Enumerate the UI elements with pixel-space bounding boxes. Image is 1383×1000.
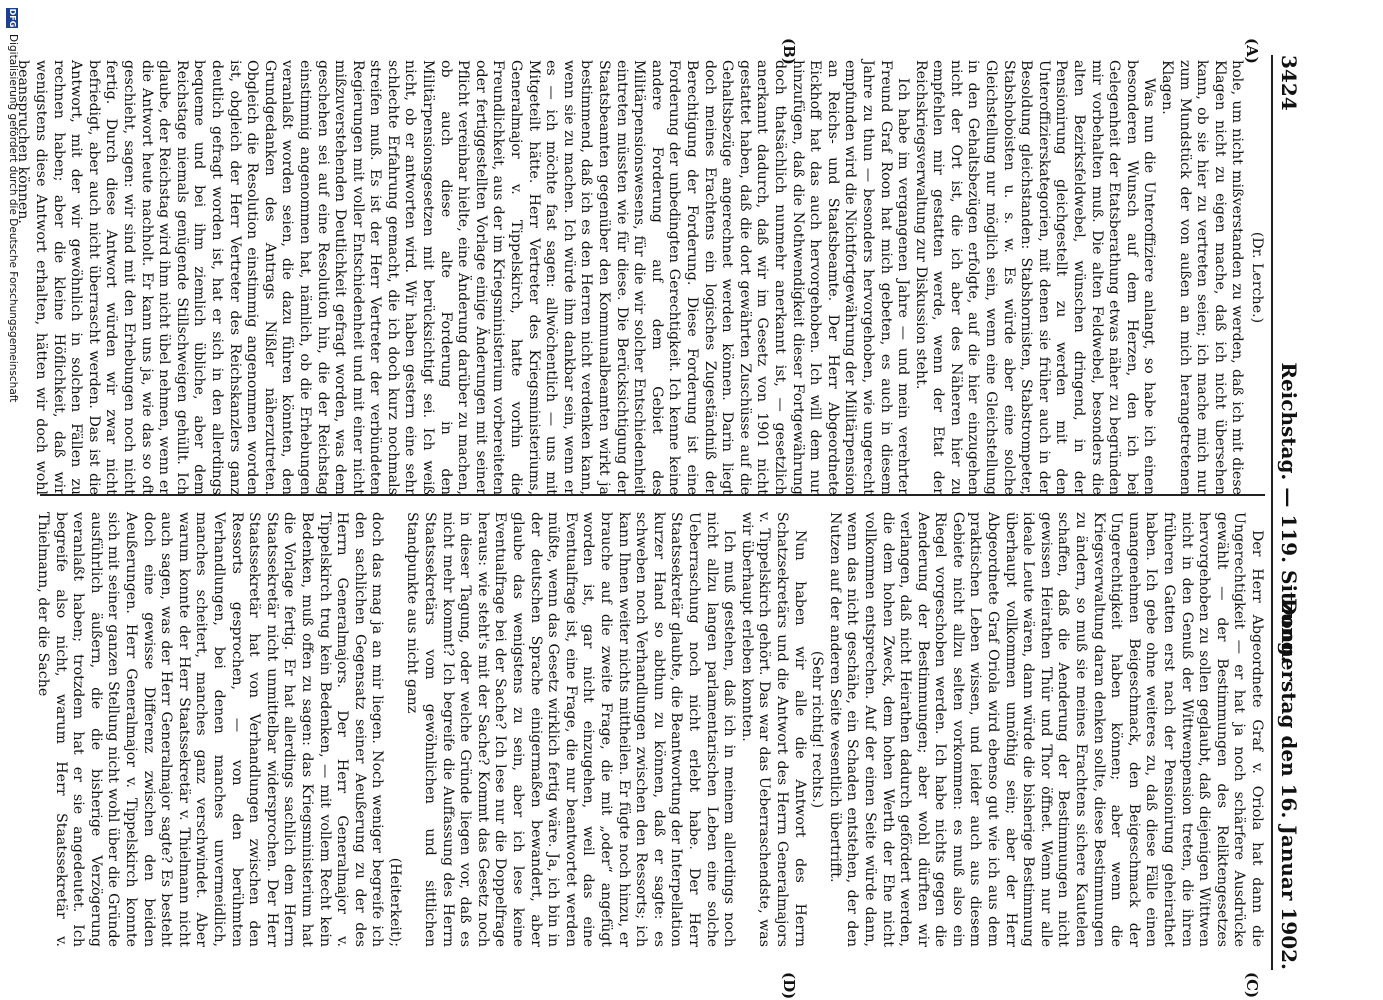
right-column: [18, 512, 1265, 947]
paragraph: hole, um nicht mißverstanden zu werden, daß ich mit diese Klagen nicht zu eigen mache, daß ich nicht übersehen kann, ob sie hier zu vertreten seien; ich mache mich nur zum Mundstück der von außen an mich herangetretenen Klagen.: [1159, 60, 1246, 495]
applause-note: (Sehr richtig! rechts.): [809, 650, 826, 809]
left-column: [15, 60, 1265, 496]
column-divider: [40, 494, 1265, 496]
speaker-name: (Dr. Lerche.): [1249, 231, 1265, 324]
paragraph: Ich habe im vergangenen Jahre — und mein verehrter Freund Graf Roon hat mich gebeten, es auch in diesem Jahre zu thun — besonders hervorgehoben, wie ungerecht empfunden wird die Nichtfortgewährung der Militärpension an Reichs- und Staatsbeamte. Der Herr Abgeordnete Eickhoff hat das auch hervorgehoben. Ich will dem nur hinzufügen, daß die Nothwendigkeit dieser Fortgewährung doch thatsächlich nunmehr anerkannt ist, — gesetzlich anerkannt dadurch, daß wir im Gesetz von 1901 nicht gestattet haben, daß die dort gewährten Zuschüsse auf die Gehaltsbezüge angerechnet werden können. Darin liegt doch meines Erachtens ein logisches Zugeständniß der Berechtigung der Forderung. Diese Forderung ist eine Forderung der unbedingten Gerechtigkeit. Ich kenne keine andere Forderung auf dem Gebiet des Militärpensionswesens, für die wir solcher Entschiedenheit eintreten müssten wie für diese. Die Berücksichtigung der Staatsbeamten gegenüber den Kommunalbeamten wirkt ja bestimmend, daß ich es den Herren nicht verdenken kann, wenn sie zu machen. Ich würde ihm dankbar sein, wenn er es — ich möchte fast sagen: allwöchentlich — uns mit Mitgeteilt hätte. Herr Vertreter des Kriegsministeriums, Generalmajor v. Tippelskirch, hatte vorhin die Freundlichkeit, aus der im Kriegsministerium vorbereiteten oder fertiggestellten Vorlage einige Änderungen mit seiner Pflicht vereinbar hielte, eine Änderung darüber zu machen, ob auch diese alte Forderung in den Militärpensionsgesetzen mit berücksichtigt sei. Ich weiß nicht, ob er antworten wird. Wir haben gestern eine sehr schlechte Erfahrung gemacht, die ich doch kurz nochmals streifen muß. Es ist der Herr Vertreter der verbündeten Regierungen mit voller Entschiedenheit und mit einer nicht mißzuverstehenden Deutlichkeit gefragt worden, was dem geschehen sei auf eine Resolution hin, die der Reichstag einstimmig angenommen hat, nämlich, ob die Erhebungen veranlaßt worden seien, die dazu führen könnten, den Grundgedanken des Antrags Nißler näherzutreten. Obgleich die Resolution einstimmig angenommen worden ist, obgleich der Herr Vertreter des Reichskanzlers ganz deutlich gefragt worden ist, hat er sich in den allerdings bequeme und bei ihm ziemlich übliche, aber dem Reichstage niemals genügende Stillschweigen gehüllt. Ich glaube, der Reichstag wird ihm nicht übel nehmen, wenn er die Antwort heute nachholt. Er kann uns ja, wie das so oft geschieht, sagen: wir sind mit den Erhebungen noch nicht fertig. Durch diese Antwort würden wir zwar nicht befriedigt, aber auch nicht überrascht werden. Das ist die Antwort, mit der wir gewöhnlich in solchen Fällen zu rechnen haben; aber die kleine Höflichkeit, daß wir wenigstens diese Antwort erhalten, hätten wir doch wohl beanspruchen können.: [15, 60, 912, 496]
dfg-logo-icon: DFG: [8, 8, 17, 28]
interjection-note: (Heiterkeit);: [386, 857, 403, 947]
margin-mark-a: (A): [1243, 38, 1261, 64]
header-title: Reichstag. — 119. Sitzung.: [1277, 362, 1301, 663]
page-header: [1271, 55, 1305, 970]
paragraph: doch das mag ja an mir liegen. Noch weniger begreife ich den sachlichen Gegensatz seiner Aeußerung zu der des Herrn Generalmajors. Der Herr Generalmajor v. Tippelskirch trug kein Bedenken, — mit vollem Recht kein Bedenken, muß offen zu sagen: das Kriegsministerium hat die Vorlage fertig. Er hat allerdings sachlich dem Herrn Staatssekretär nicht unmittelbar widersprochen. Der Herr Staatssekretär hat von Verhandlungen zwischen den Ressorts gesprochen, — von den berühmten Verhandlungen, bei denen manches unvermeidlich, manches scheitert, manches ganz verschwindet. Aber warum konnte der Herr Staatssekretär v. Thielmann nicht auch sagen, was der Herr Generalmajor sagte? Es besteht doch eine gewisse Differenz zwischen den beiden Aeußerungen. Herr Generalmajor v. Tippelskirch konnte sich mit seiner ganzen Stellung nicht wohl über die Gründe ausführlich äußern, die die bisherige Verzögerung veranlaßt haben; trotzdem hat er sie angedeutet. Ich begreife also nicht, warum Herr Staatssekretär v. Thielmann, der die Sache: [35, 512, 386, 947]
paragraph: Was nun die Unteroffiziere anlangt, so habe ich einen besonderen Wunsch auf dem Herzen, den ich bei Gelegenheit der Etatsberathung etwas näher zu begründen mir vorbehalten muß. Die alten Feldwebel, besonders die alten Bezirksfeldwebel, wünschen dringend, in der Pensionirung gleichgestellt zu werden mit den Unteroffizierskategorien, mit denen sie früher auch in der Besoldung gleichstanden: Stabshornisten, Stabstrompeter, Stabshoboisten u. s. w. Es würde aber eine solche Gleichstellung nur möglich sein, wenn eine Gleichstellung in den Gehaltsbezügen erfolgte, auf die hier einzugehen nicht der Ort ist, die ich aber des Näheren hier zu empfehlen mir gestatten werde, wenn der Etat der Reichskriegsverwaltung zur Diskussion steht.: [912, 60, 1158, 495]
margin-mark-b: (B): [780, 38, 798, 65]
paragraph: Nun haben wir alle die Antwort des Herrn Schatzsekretärs und die Antwort des Herrn Generalmajors v. Tippelskirch gehört. Das war das Ueberraschendste, was wir überhaupt erleben konnten.: [738, 512, 808, 947]
footer-credit: Digitalisierung gefördert durch die Deutsche Forschungsgemeinschaft: [7, 34, 19, 403]
header-date: Donnerstag den 16. Januar 1902.: [1277, 598, 1301, 970]
margin-mark-c: (C): [1243, 972, 1261, 999]
paragraph: Ich muß gestehen, daß ich in meinem allerdings noch nicht allzu langen parlamentarischen Leben eine solche Ueberraschung noch nicht erlebt habe. Der Herr Staatssekretär glaubte, die Beantwortung der Interpellation kurzer Hand so abthun zu können, daß er sagte: es schweben noch Verhandlungen zwischen den Ressorts; ich kann Ihnen weiter nichts mittheilen. Er fügte noch hinzu, er brauche auf die zweite Frage, die mit „oder“ angefügt worden ist, gar nicht einzugehen, weil das eine Eventualfrage ist, eine Frage, die nur beantwortet werden müßte, wenn das Gesetz wirklich fertig wäre. Ja, ich bin in der deutschen Sprache einigermaßen bewandert, aber glaube das wenigstens zu sein, aber ich lese keine Eventualfrage bei der Sache? Ich lese nur die Doppelfrage heraus: wie steht's mit der Sache? Kommt das Gesetz noch in dieser Tagung, oder welche Gründe liegen vor, daß es nicht mehr kommt? Ich begreife die Auffassung des Herrn Staatssekretärs vom gewöhnlichen und sittlichen Standpunkte aus nicht ganz: [404, 512, 738, 947]
margin-mark-d: (D): [780, 972, 798, 1000]
page-number: 3424: [1277, 55, 1301, 111]
footer: [2, 0, 20, 1000]
paragraph: Der Herr Abgeordnete Graf v. Oriola hat dann die Ungerechtigkeit — er hat ja noch schärfere Ausdrücke gewählt — der Bestimmungen des Reliktengesetzes hervorgehoben zu sollen geglaubt, daß diejenigen Wittwen nicht in den Genuß der Wittwenpension treten, die ihren früheren Gatten erst nach der Pensionirung geheirathet haben. Ich gebe ohne weiteres zu, daß diese Fälle einen unangenehmen Beigeschmack, den Beigeschmack der Ungerechtigkeit haben können; aber wenn die Kriegsverwaltung daran denken sollte, diese Bestimmungen zu ändern, so muß sie meines Erachtens sichere Kautelen schaffen, daß die Aenderung der Bestimmungen nicht gewissen Heirathen Thür und Thor öffnet. Wenn nur alle ideale Leute wären, dann würde die bisherige Bestimmung überhaupt vollkommen unnöthig sein; aber der Herr Abgeordnete Graf Oriola wird ebenso gut wie ich aus dem praktischen Leben wissen, und leider auch aus diesem Gebiete nicht allzu selten vorkommen: es muß also ein Riegel vorgeschoben werden. Ich habe nichts gegen die Aenderung der Bestimmungen; aber wohl dürften wir verlangen, daß nicht Heirathen dadurch gefördert werden, die dem hohen Zweck, dem hohen Werth der Ehe nicht vollkommen entsprechen. Auf der einen Seite würde dann, wenn das nicht geschähe, ein Schaden entstehen, der den Nutzen auf der anderen Seite wesentlich übertrifft.: [826, 512, 1265, 947]
